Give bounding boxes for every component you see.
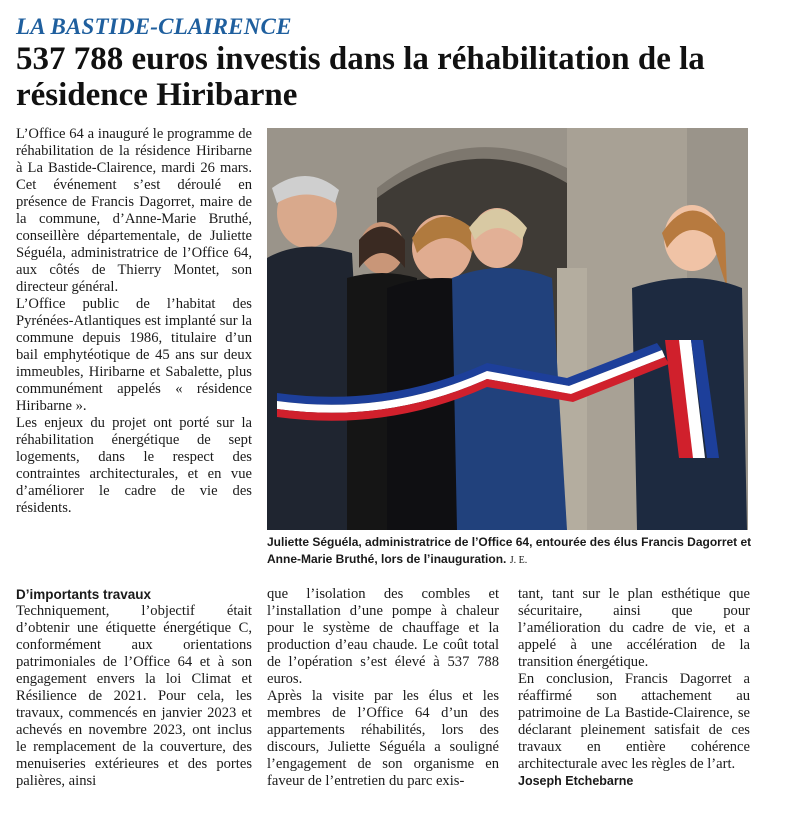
body-paragraph-4: tant, tant sur le plan esthétique que sécuritaire, ainsi que pour l’amélioration du cadre de vie, et a appelé à une accélération de la transition énergétique. (518, 586, 750, 670)
photo-caption (267, 534, 757, 569)
photo-credit: J. E. (509, 555, 528, 566)
intro-paragraph-2: L’Office public de l’habitat des Pyrénées-Atlantiques est implanté sur la commune depuis 1986, titulaire d’un bail emphytéotique de 45 ans sur deux immeubles, Hiribarne et Sabalette, plus communément appelés « résidence Hiribarne ». (16, 296, 252, 414)
body-column-3 (518, 586, 750, 790)
ribbon-cutting-illustration (267, 128, 748, 530)
author-byline: Joseph Etchebarne (518, 774, 634, 788)
intro-paragraph-3: Les enjeux du projet ont porté sur la réhabilitation énergétique de sept logements, dans le respect des contraintes architecturales, et en vue d’améliorer le cadre de vie des résidents. (16, 415, 252, 516)
body-column-1 (16, 586, 252, 790)
section-kicker: LA BASTIDE-CLAIRENCE (16, 14, 292, 39)
body-column-2 (267, 586, 499, 790)
body-paragraph-3: Après la visite par les élus et les membres de l’Office 64 d’un des appartements réhabilités, lors des discours, Juliette Séguéla a souligné l’engagement de son organisme en faveur de l’entretien du parc exis- (267, 688, 499, 789)
body-paragraph-2: que l’isolation des combles et l’installation d’une pompe à chaleur pour le système de chauffage et la production d’eau chaude. Le coût total de l’opération s’est élevé à 537 788 euros. (267, 586, 499, 687)
body-paragraph-1: Techniquement, l’objectif était d’obtenir une étiquette énergétique C, conformément aux orientations patrimoniales de l’Office 64 et à son engagement envers la loi Climat et Résilience de 2021. Pour cela, les travaux, commencés en janvier 2023 et achevés en novembre 2023, ont inclus le remplacement de la couverture, des menuiseries extérieures et des portes palières, ainsi (16, 603, 252, 789)
intro-column (16, 126, 252, 517)
inauguration-photo (267, 128, 748, 530)
section-subhead: D’importants travaux (16, 587, 152, 602)
intro-paragraph-1: L’Office 64 a inauguré le programme de réhabilitation de la résidence Hiribarne à La Bastide-Clairence, mardi 26 mars. Cet événement s’est déroulé en présence de Francis Dagorret, maire de la commune, d’Anne-Marie Bruthé, conseillère départementale, de Juliette Séguéla, administratrice de l’Office 64, aux côtés de Thierry Montet, son directeur général. (16, 126, 252, 295)
caption-text: Juliette Séguéla, administratrice de l’Office 64, entourée des élus Francis Dagorret et Anne-Marie Bruthé, lors de l’inauguration. (267, 535, 752, 566)
body-paragraph-5: En conclusion, Francis Dagorret a réaffirmé son attachement au patrimoine de La Bastide-Clairence, se déclarant pleinement satisfait de ces travaux en entière cohérence architecturale avec les règles de l’art. (518, 671, 750, 772)
article-headline: 537 788 euros investis dans la réhabilitation de la résidence Hiribarne (16, 41, 705, 113)
